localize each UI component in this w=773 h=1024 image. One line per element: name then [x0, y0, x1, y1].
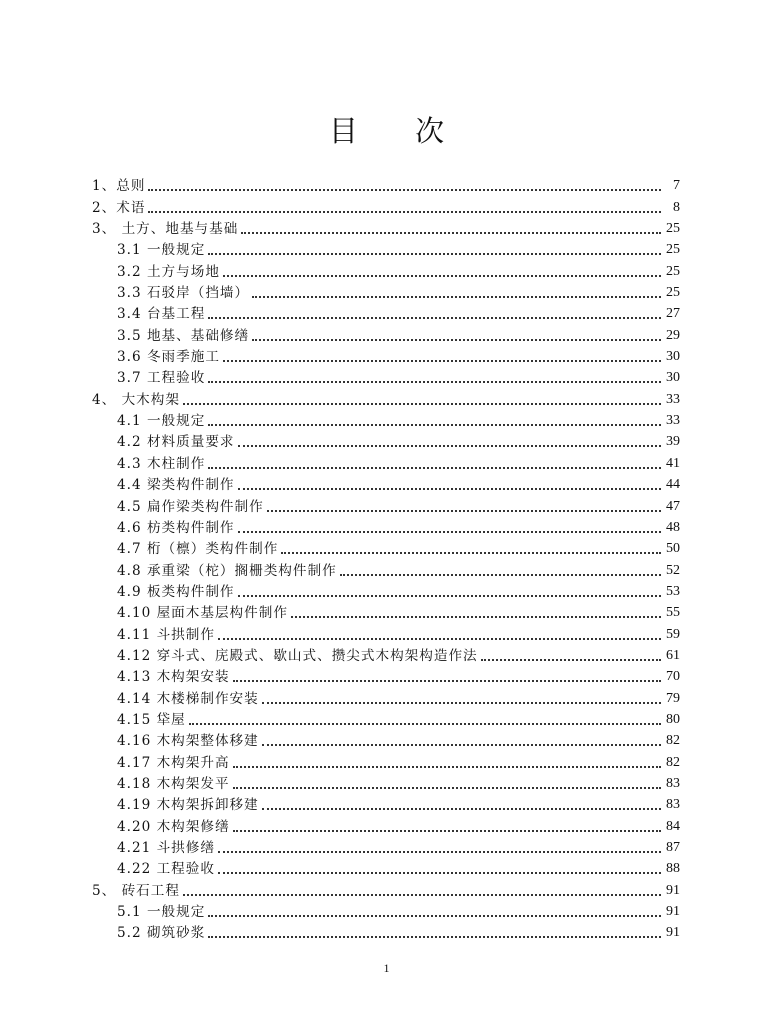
toc-subsection-entry[interactable] — [92, 366, 680, 387]
toc-dot-leader — [252, 338, 661, 341]
toc-entry-label: 4.16 木构架整体移建 — [117, 733, 259, 750]
toc-entry-page-number: 30 — [666, 370, 680, 386]
toc-subsection-entry[interactable] — [92, 814, 680, 835]
toc-subsection-entry[interactable] — [92, 259, 680, 280]
toc-entry-page-number: 82 — [666, 733, 680, 749]
toc-entry-page-number: 41 — [666, 455, 680, 471]
toc-dot-leader — [233, 765, 661, 768]
toc-entry-page-number: 29 — [666, 327, 680, 343]
toc-chapter-entry[interactable] — [92, 878, 680, 899]
toc-subsection-entry[interactable] — [92, 302, 680, 323]
toc-subsection-entry[interactable] — [92, 238, 680, 259]
toc-entry-page-number: 84 — [666, 818, 680, 834]
toc-dot-leader — [218, 871, 661, 874]
toc-subsection-entry[interactable] — [92, 558, 680, 579]
toc-entry-label: 4.5 扁作梁类构件制作 — [117, 498, 264, 515]
toc-entry-label: 4.22 工程验收 — [117, 861, 215, 878]
toc-subsection-entry[interactable] — [92, 729, 680, 750]
toc-dot-leader — [238, 487, 661, 490]
toc-subsection-entry[interactable] — [92, 921, 680, 942]
toc-entry-page-number: 7 — [673, 178, 680, 194]
toc-entry-page-number: 83 — [666, 775, 680, 791]
toc-dot-leader — [340, 573, 661, 576]
toc-dot-leader — [481, 658, 661, 661]
toc-entry-label: 3.4 台基工程 — [117, 306, 206, 323]
toc-dot-leader — [148, 210, 661, 213]
toc-entry-label: 4.9 板类构件制作 — [117, 583, 235, 600]
toc-entry-label: 3、 土方、地基与基础 — [92, 221, 239, 238]
toc-entry-label: 4.15 牮屋 — [117, 711, 186, 728]
toc-dot-leader — [218, 850, 661, 853]
table-of-contents — [92, 174, 680, 942]
toc-dot-leader — [148, 188, 661, 191]
toc-entry-page-number: 79 — [666, 690, 680, 706]
page-footer-number: 1 — [383, 961, 390, 975]
toc-entry-page-number: 87 — [666, 840, 680, 855]
toc-subsection-entry[interactable] — [92, 580, 680, 601]
toc-entry-page-number: 70 — [666, 669, 680, 685]
toc-subsection-entry[interactable] — [92, 750, 680, 771]
toc-entry-label: 4.4 梁类构件制作 — [117, 477, 235, 494]
toc-entry-label: 4.14 木楼梯制作安装 — [117, 690, 259, 707]
toc-dot-leader — [281, 551, 661, 554]
toc-entry-page-number: 39 — [666, 434, 680, 450]
toc-subsection-entry[interactable] — [92, 772, 680, 793]
toc-subsection-entry[interactable] — [92, 430, 680, 451]
toc-entry-page-number: 44 — [666, 477, 680, 493]
toc-dot-leader — [208, 423, 661, 426]
toc-subsection-entry[interactable] — [92, 409, 680, 430]
toc-entry-page-number: 27 — [666, 306, 680, 322]
toc-dot-leader — [267, 509, 661, 512]
toc-entry-page-number: 30 — [666, 349, 680, 365]
toc-subsection-entry[interactable] — [92, 451, 680, 472]
toc-entry-page-number: 25 — [666, 221, 680, 237]
toc-subsection-entry[interactable] — [92, 345, 680, 366]
toc-entry-label: 3.1 一般规定 — [117, 242, 206, 259]
toc-entry-label: 3.6 冬雨季施工 — [117, 349, 220, 366]
toc-entry-label: 4.7 桁（檩）类构件制作 — [117, 541, 279, 558]
toc-dot-leader — [208, 466, 661, 469]
toc-dot-leader — [241, 231, 661, 234]
toc-entry-label: 4.19 木构架拆卸移建 — [117, 797, 259, 814]
toc-subsection-entry[interactable] — [92, 708, 680, 729]
toc-entry-label: 4.2 材料质量要求 — [117, 434, 235, 451]
toc-dot-leader — [218, 637, 661, 640]
toc-dot-leader — [208, 935, 661, 938]
toc-entry-label: 5.2 砌筑砂浆 — [117, 925, 206, 942]
toc-subsection-entry[interactable] — [92, 836, 680, 857]
toc-entry-label: 4.17 木构架升高 — [117, 754, 230, 771]
toc-entry-label: 5、 砖石工程 — [92, 882, 180, 899]
toc-entry-page-number: 61 — [666, 647, 680, 663]
toc-entry-page-number: 83 — [666, 797, 680, 813]
toc-entry-label: 5.1 一般规定 — [117, 904, 206, 921]
toc-entry-page-number: 8 — [673, 199, 680, 215]
toc-dot-leader — [189, 722, 661, 725]
toc-entry-label: 3.7 工程验收 — [117, 370, 206, 387]
toc-entry-label: 4.20 木构架修缮 — [117, 818, 230, 835]
toc-entry-label: 4.3 木柱制作 — [117, 455, 206, 472]
toc-entry-label: 2、术语 — [92, 199, 146, 216]
toc-subsection-entry[interactable] — [92, 665, 680, 686]
toc-subsection-entry[interactable] — [92, 537, 680, 558]
toc-subsection-entry[interactable] — [92, 644, 680, 665]
toc-entry-page-number: 47 — [666, 498, 680, 514]
toc-subsection-entry[interactable] — [92, 281, 680, 302]
toc-entry-label: 4.10 屋面木基层构件制作 — [117, 605, 288, 622]
toc-entry-page-number: 53 — [666, 583, 680, 599]
toc-subsection-entry[interactable] — [92, 494, 680, 515]
toc-entry-page-number: 55 — [666, 605, 680, 621]
toc-dot-leader — [252, 295, 661, 298]
toc-entry-label: 3.5 地基、基础修缮 — [117, 327, 250, 344]
toc-entry-page-number: 25 — [666, 263, 680, 279]
toc-dot-leader — [208, 914, 661, 917]
toc-dot-leader — [262, 743, 661, 746]
toc-subsection-entry[interactable] — [92, 473, 680, 494]
toc-entry-page-number: 33 — [666, 391, 680, 407]
toc-dot-leader — [262, 701, 661, 704]
toc-entry-label: 4.8 承重梁（柁）搁栅类构件制作 — [117, 562, 337, 579]
toc-entry-label: 4.6 枋类构件制作 — [117, 519, 235, 536]
toc-dot-leader — [183, 402, 661, 405]
toc-dot-leader — [238, 444, 661, 447]
toc-dot-leader — [233, 679, 661, 682]
toc-entry-page-number: 33 — [666, 413, 680, 429]
toc-dot-leader — [223, 359, 661, 362]
toc-subsection-entry[interactable] — [92, 900, 680, 921]
toc-dot-leader — [208, 252, 661, 255]
toc-entry-page-number: 88 — [666, 861, 680, 877]
toc-entry-label: 4.13 木构架安装 — [117, 669, 230, 686]
toc-subsection-entry[interactable] — [92, 516, 680, 537]
toc-subsection-entry[interactable] — [92, 622, 680, 643]
toc-entry-page-number: 50 — [666, 541, 680, 557]
toc-entry-label: 4.12 穿斗式、庑殿式、歇山式、攒尖式木构架构造作法 — [117, 647, 478, 664]
page-title: 目 次 — [328, 114, 469, 148]
toc-dot-leader — [233, 786, 661, 789]
toc-entry-page-number: 48 — [666, 519, 680, 535]
toc-entry-page-number: 80 — [666, 711, 680, 727]
toc-entry-label: 3.2 土方与场地 — [117, 263, 220, 280]
toc-subsection-entry[interactable] — [92, 857, 680, 878]
toc-entry-page-number: 59 — [666, 626, 680, 642]
toc-entry-label: 4.18 木构架发平 — [117, 775, 230, 792]
toc-entry-label: 4.21 斗拱修缮 — [117, 840, 215, 856]
toc-entry-page-number: 91 — [666, 882, 680, 898]
toc-entry-label: 4.11 斗拱制作 — [117, 626, 215, 643]
toc-entry-label: 4.1 一般规定 — [117, 413, 206, 430]
toc-chapter-entry[interactable] — [92, 174, 680, 195]
toc-entry-page-number: 91 — [666, 925, 680, 941]
toc-dot-leader — [208, 316, 661, 319]
toc-dot-leader — [233, 829, 661, 832]
toc-dot-leader — [262, 807, 661, 810]
toc-subsection-entry[interactable] — [92, 323, 680, 344]
toc-dot-leader — [291, 615, 661, 618]
toc-entry-page-number: 25 — [666, 285, 680, 301]
toc-subsection-entry[interactable] — [92, 601, 680, 622]
toc-entry-label: 1、总则 — [92, 178, 146, 195]
toc-dot-leader — [238, 530, 661, 533]
toc-chapter-entry[interactable] — [92, 217, 680, 238]
toc-dot-leader — [223, 274, 661, 277]
toc-chapter-entry[interactable] — [92, 387, 680, 408]
toc-dot-leader — [208, 380, 661, 383]
toc-entry-label: 4、 大木构架 — [92, 391, 180, 408]
toc-entry-page-number: 52 — [666, 562, 680, 578]
toc-dot-leader — [238, 594, 661, 597]
toc-chapter-entry[interactable] — [92, 195, 680, 216]
toc-entry-page-number: 91 — [666, 904, 680, 920]
toc-subsection-entry[interactable] — [92, 686, 680, 707]
toc-subsection-entry[interactable] — [92, 793, 680, 814]
toc-entry-page-number: 82 — [666, 754, 680, 770]
toc-entry-page-number: 25 — [666, 242, 680, 258]
toc-dot-leader — [183, 893, 661, 896]
toc-entry-label: 3.3 石驳岸（挡墙） — [117, 285, 250, 302]
